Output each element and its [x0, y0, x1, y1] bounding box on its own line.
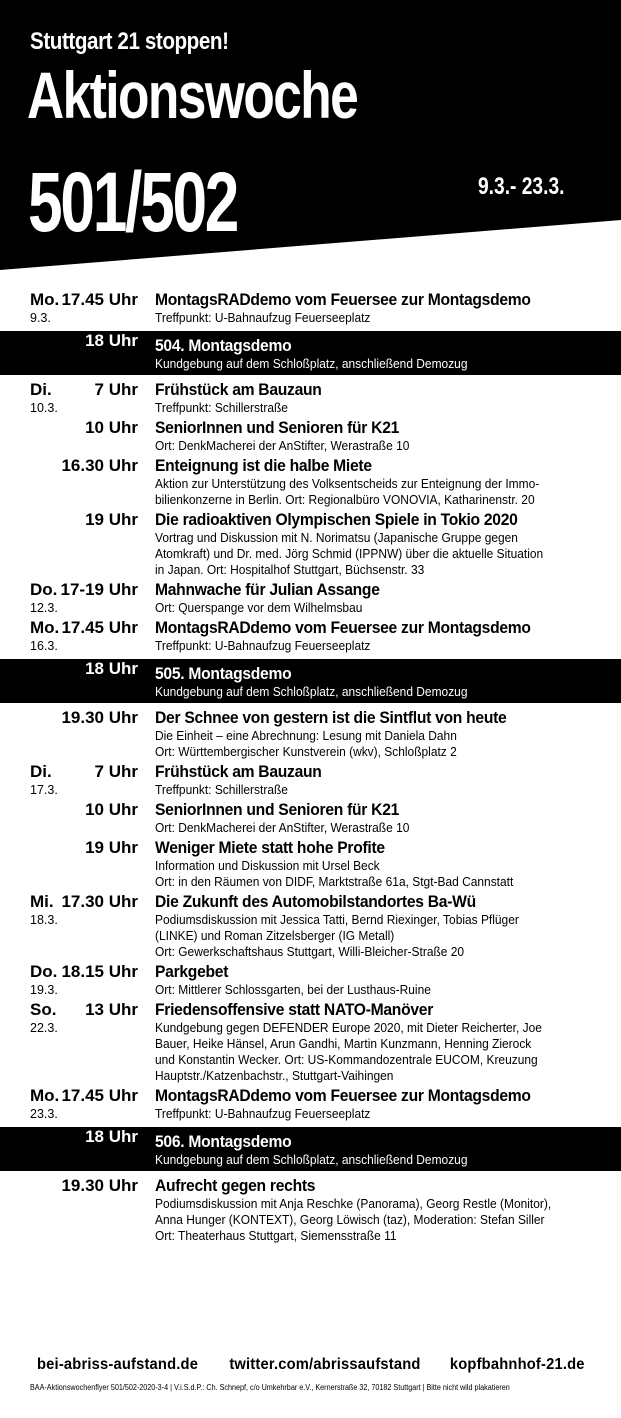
footer-links [0, 1356, 621, 1374]
event-body [155, 664, 595, 700]
event-title: Enteignung ist die halbe Miete [155, 456, 372, 475]
event-time: 18.15 Uhr [61, 962, 138, 981]
event-row [0, 708, 621, 762]
event-title: Parkgebet [155, 962, 229, 981]
highlight-event-row [0, 1127, 621, 1171]
event-time: 17.45 Uhr [61, 1086, 138, 1105]
link-twitter[interactable]: twitter.com/abrissaufstand [229, 1356, 421, 1373]
event-date: 10.3. [30, 401, 58, 415]
event-time: 19.30 Uhr [61, 708, 138, 727]
event-time: 18 Uhr [85, 1127, 138, 1146]
event-description-line: Kundgebung auf dem Schloßplatz, anschließend Demozug [155, 1152, 468, 1167]
event-time: 10 Uhr [85, 418, 138, 437]
event-description-line: Podiumsdiskussion mit Anja Reschke (Panorama), Georg Restle (Monitor), [155, 1196, 552, 1211]
event-body [155, 580, 595, 616]
event-description-line: Bauer, Heike Hänsel, Arun Gandhi, Martin Kunzmann, Henning Zierock [155, 1036, 532, 1051]
event-row [0, 1000, 621, 1086]
event-row [0, 456, 621, 510]
event-body [155, 336, 595, 372]
event-title: MontagsRADdemo vom Feuersee zur Montagsdemo [155, 618, 531, 637]
event-description-line: Ort: Theaterhaus Stuttgart, Siemensstraße 11 [155, 1228, 397, 1243]
event-day: Di. [30, 762, 52, 781]
event-row [0, 1176, 621, 1246]
header-dates: 9.3.- 23.3. [478, 173, 565, 200]
event-title: Der Schnee von gestern ist die Sintflut von heute [155, 708, 507, 727]
event-body [155, 962, 595, 998]
event-title: Frühstück am Bauzaun [155, 380, 322, 399]
link-kopfbahnhof[interactable]: kopfbahnhof-21.de [450, 1356, 586, 1373]
event-body [155, 510, 595, 578]
event-day: Di. [30, 380, 52, 399]
event-description-line: Kundgebung auf dem Schloßplatz, anschließend Demozug [155, 684, 468, 699]
event-description-line: Vortrag und Diskussion mit N. Norimatsu (Japanische Gruppe gegen [155, 530, 518, 545]
event-title: Frühstück am Bauzaun [155, 762, 322, 781]
event-row [0, 580, 621, 618]
event-description-line: Treffpunkt: U-Bahnaufzug Feuerseeplatz [155, 310, 371, 325]
event-title: Friedensoffensive statt NATO-Manöver [155, 1000, 434, 1019]
highlight-event-row [0, 659, 621, 703]
footer [0, 1356, 621, 1392]
event-row [0, 762, 621, 800]
event-day: Do. [30, 962, 58, 981]
event-time: 16.30 Uhr [61, 456, 138, 475]
event-title: 506. Montagsdemo [155, 1132, 292, 1151]
event-description-line: Ort: Querspange vor dem Wilhelmsbau [155, 600, 363, 615]
event-date: 17.3. [30, 783, 58, 797]
event-time: 18 Uhr [85, 331, 138, 350]
event-title: 505. Montagsdemo [155, 664, 292, 683]
event-description-line: Ort: in den Räumen von DIDF, Marktstraße 61a, Stgt-Bad Cannstatt [155, 874, 514, 889]
event-day: Mi. [30, 892, 54, 911]
event-row [0, 418, 621, 456]
event-row [0, 838, 621, 892]
event-date: 18.3. [30, 913, 58, 927]
event-description-line: und Konstantin Wecker. Ort: US-Kommandozentrale EUCOM, Kreuzung [155, 1052, 538, 1067]
event-day: Mo. [30, 618, 60, 637]
event-time: 17.45 Uhr [61, 290, 138, 309]
event-row [0, 618, 621, 656]
event-day: Mo. [30, 1086, 60, 1105]
event-description-line: Atomkraft) und Dr. med. Jörg Schmid (IPPNW) über die aktuelle Situation [155, 546, 544, 561]
event-body [155, 800, 595, 836]
event-description-line: Ort: Württembergischer Kunstverein (wkv), Schloßplatz 2 [155, 744, 457, 759]
event-title: MontagsRADdemo vom Feuersee zur Montagsdemo [155, 290, 531, 309]
event-time: 19.30 Uhr [61, 1176, 138, 1195]
event-row [0, 892, 621, 962]
event-description-line: Information und Diskussion mit Ursel Beck [155, 858, 380, 873]
event-description-line: Treffpunkt: U-Bahnaufzug Feuerseeplatz [155, 638, 371, 653]
event-time: 7 Uhr [94, 762, 138, 781]
highlight-event-row [0, 331, 621, 375]
event-description-line: Ort: Mittlerer Schlossgarten, bei der Lusthaus-Ruine [155, 982, 431, 997]
event-body [155, 418, 595, 454]
event-description-line: Treffpunkt: Schillerstraße [155, 400, 288, 415]
event-date: 23.3. [30, 1107, 58, 1121]
header-subtitle: Stuttgart 21 stoppen! [30, 28, 229, 55]
event-date: 12.3. [30, 601, 58, 615]
event-date: 22.3. [30, 1021, 58, 1035]
event-title: SeniorInnen und Senioren für K21 [155, 418, 400, 437]
event-title: MontagsRADdemo vom Feuersee zur Montagsdemo [155, 1086, 531, 1105]
event-title: Die Zukunft des Automobilstandortes Ba-Wü [155, 892, 476, 911]
event-description-line: Podiumsdiskussion mit Jessica Tatti, Bernd Riexinger, Tobias Pflüger [155, 912, 519, 927]
event-body [155, 380, 595, 416]
event-time: 7 Uhr [94, 380, 138, 399]
event-time: 19 Uhr [85, 510, 138, 529]
event-body [155, 708, 595, 760]
link-bei-abriss-aufstand[interactable]: bei-abriss-aufstand.de [37, 1356, 199, 1373]
event-row [0, 290, 621, 328]
event-description-line: Anna Hunger (KONTEXT), Georg Löwisch (taz), Moderation: Stefan Siller [155, 1212, 545, 1227]
event-description-line: (LINKE) und Roman Zitzelsberger (IG Metall) [155, 928, 395, 943]
event-body [155, 762, 595, 798]
event-day: Mo. [30, 290, 60, 309]
event-body [155, 1176, 595, 1244]
event-time: 17.30 Uhr [61, 892, 138, 911]
header-banner [0, 0, 621, 285]
event-body [155, 892, 595, 960]
event-description-line: Aktion zur Unterstützung des Volksentscheids zur Enteignung der Immo- [155, 476, 540, 491]
event-title: Die radioaktiven Olympischen Spiele in Tokio 2020 [155, 510, 518, 529]
event-time: 17.45 Uhr [61, 618, 138, 637]
event-day: So. [30, 1000, 57, 1019]
event-title: Weniger Miete statt hohe Profite [155, 838, 385, 857]
header-title: Aktionswoche [27, 58, 358, 132]
event-title: SeniorInnen und Senioren für K21 [155, 800, 400, 819]
event-description-line: Kundgebung gegen DEFENDER Europe 2020, mit Dieter Reicherter, Joe [155, 1020, 542, 1035]
event-description-line: Treffpunkt: Schillerstraße [155, 782, 288, 797]
event-title: Mahnwache für Julian Assange [155, 580, 380, 599]
event-body [155, 838, 595, 890]
event-description-line: Hauptstr./Katzenbachstr., Stuttgart-Vaihingen [155, 1068, 394, 1083]
event-description-line: Die Einheit – eine Abrechnung: Lesung mit Daniela Dahn [155, 728, 457, 743]
event-date: 19.3. [30, 983, 58, 997]
event-body [155, 1086, 595, 1122]
event-time: 19 Uhr [85, 838, 138, 857]
event-time: 10 Uhr [85, 800, 138, 819]
event-description-line: Treffpunkt: U-Bahnaufzug Feuerseeplatz [155, 1106, 371, 1121]
event-description-line: Ort: DenkMacherei der AnStifter, Werastraße 10 [155, 820, 410, 835]
event-date: 16.3. [30, 639, 58, 653]
event-day: Do. [30, 580, 58, 599]
event-date: 9.3. [30, 311, 51, 325]
event-description-line: Kundgebung auf dem Schloßplatz, anschließend Demozug [155, 356, 468, 371]
event-description-line: Ort: Gewerkschaftshaus Stuttgart, Willi-Bleicher-Straße 20 [155, 944, 465, 959]
event-row [0, 510, 621, 580]
event-body [155, 1132, 595, 1168]
event-body [155, 456, 595, 508]
event-time: 18 Uhr [85, 659, 138, 678]
event-title: Aufrecht gegen rechts [155, 1176, 316, 1195]
event-list [0, 290, 621, 1246]
event-body [155, 618, 595, 654]
event-description-line: bilienkonzerne in Berlin. Ort: Regionalbüro VONOVIA, Katharinenstr. 20 [155, 492, 535, 507]
event-row [0, 380, 621, 418]
event-description-line: Ort: DenkMacherei der AnStifter, Werastraße 10 [155, 438, 410, 453]
imprint: BAA-Aktionswochenflyer 501/502-2020-3-4 | V.i.S.d.P.: Ch. Schnepf, c/o Umkehrbar e.V., Kernerstraße 32, 70182 Stuttgart | Bitte nicht wild plakatieren [30, 1383, 510, 1392]
event-title: 504. Montagsdemo [155, 336, 292, 355]
event-time: 13 Uhr [85, 1000, 138, 1019]
event-row [0, 962, 621, 1000]
event-description-line: in Japan. Ort: Hospitalhof Stuttgart, Büchsenstr. 33 [155, 562, 425, 577]
event-body [155, 290, 595, 326]
header-number: 501/502 [28, 155, 238, 249]
event-time: 17-19 Uhr [60, 580, 138, 599]
event-row [0, 1086, 621, 1124]
event-row [0, 800, 621, 838]
event-body [155, 1000, 595, 1084]
